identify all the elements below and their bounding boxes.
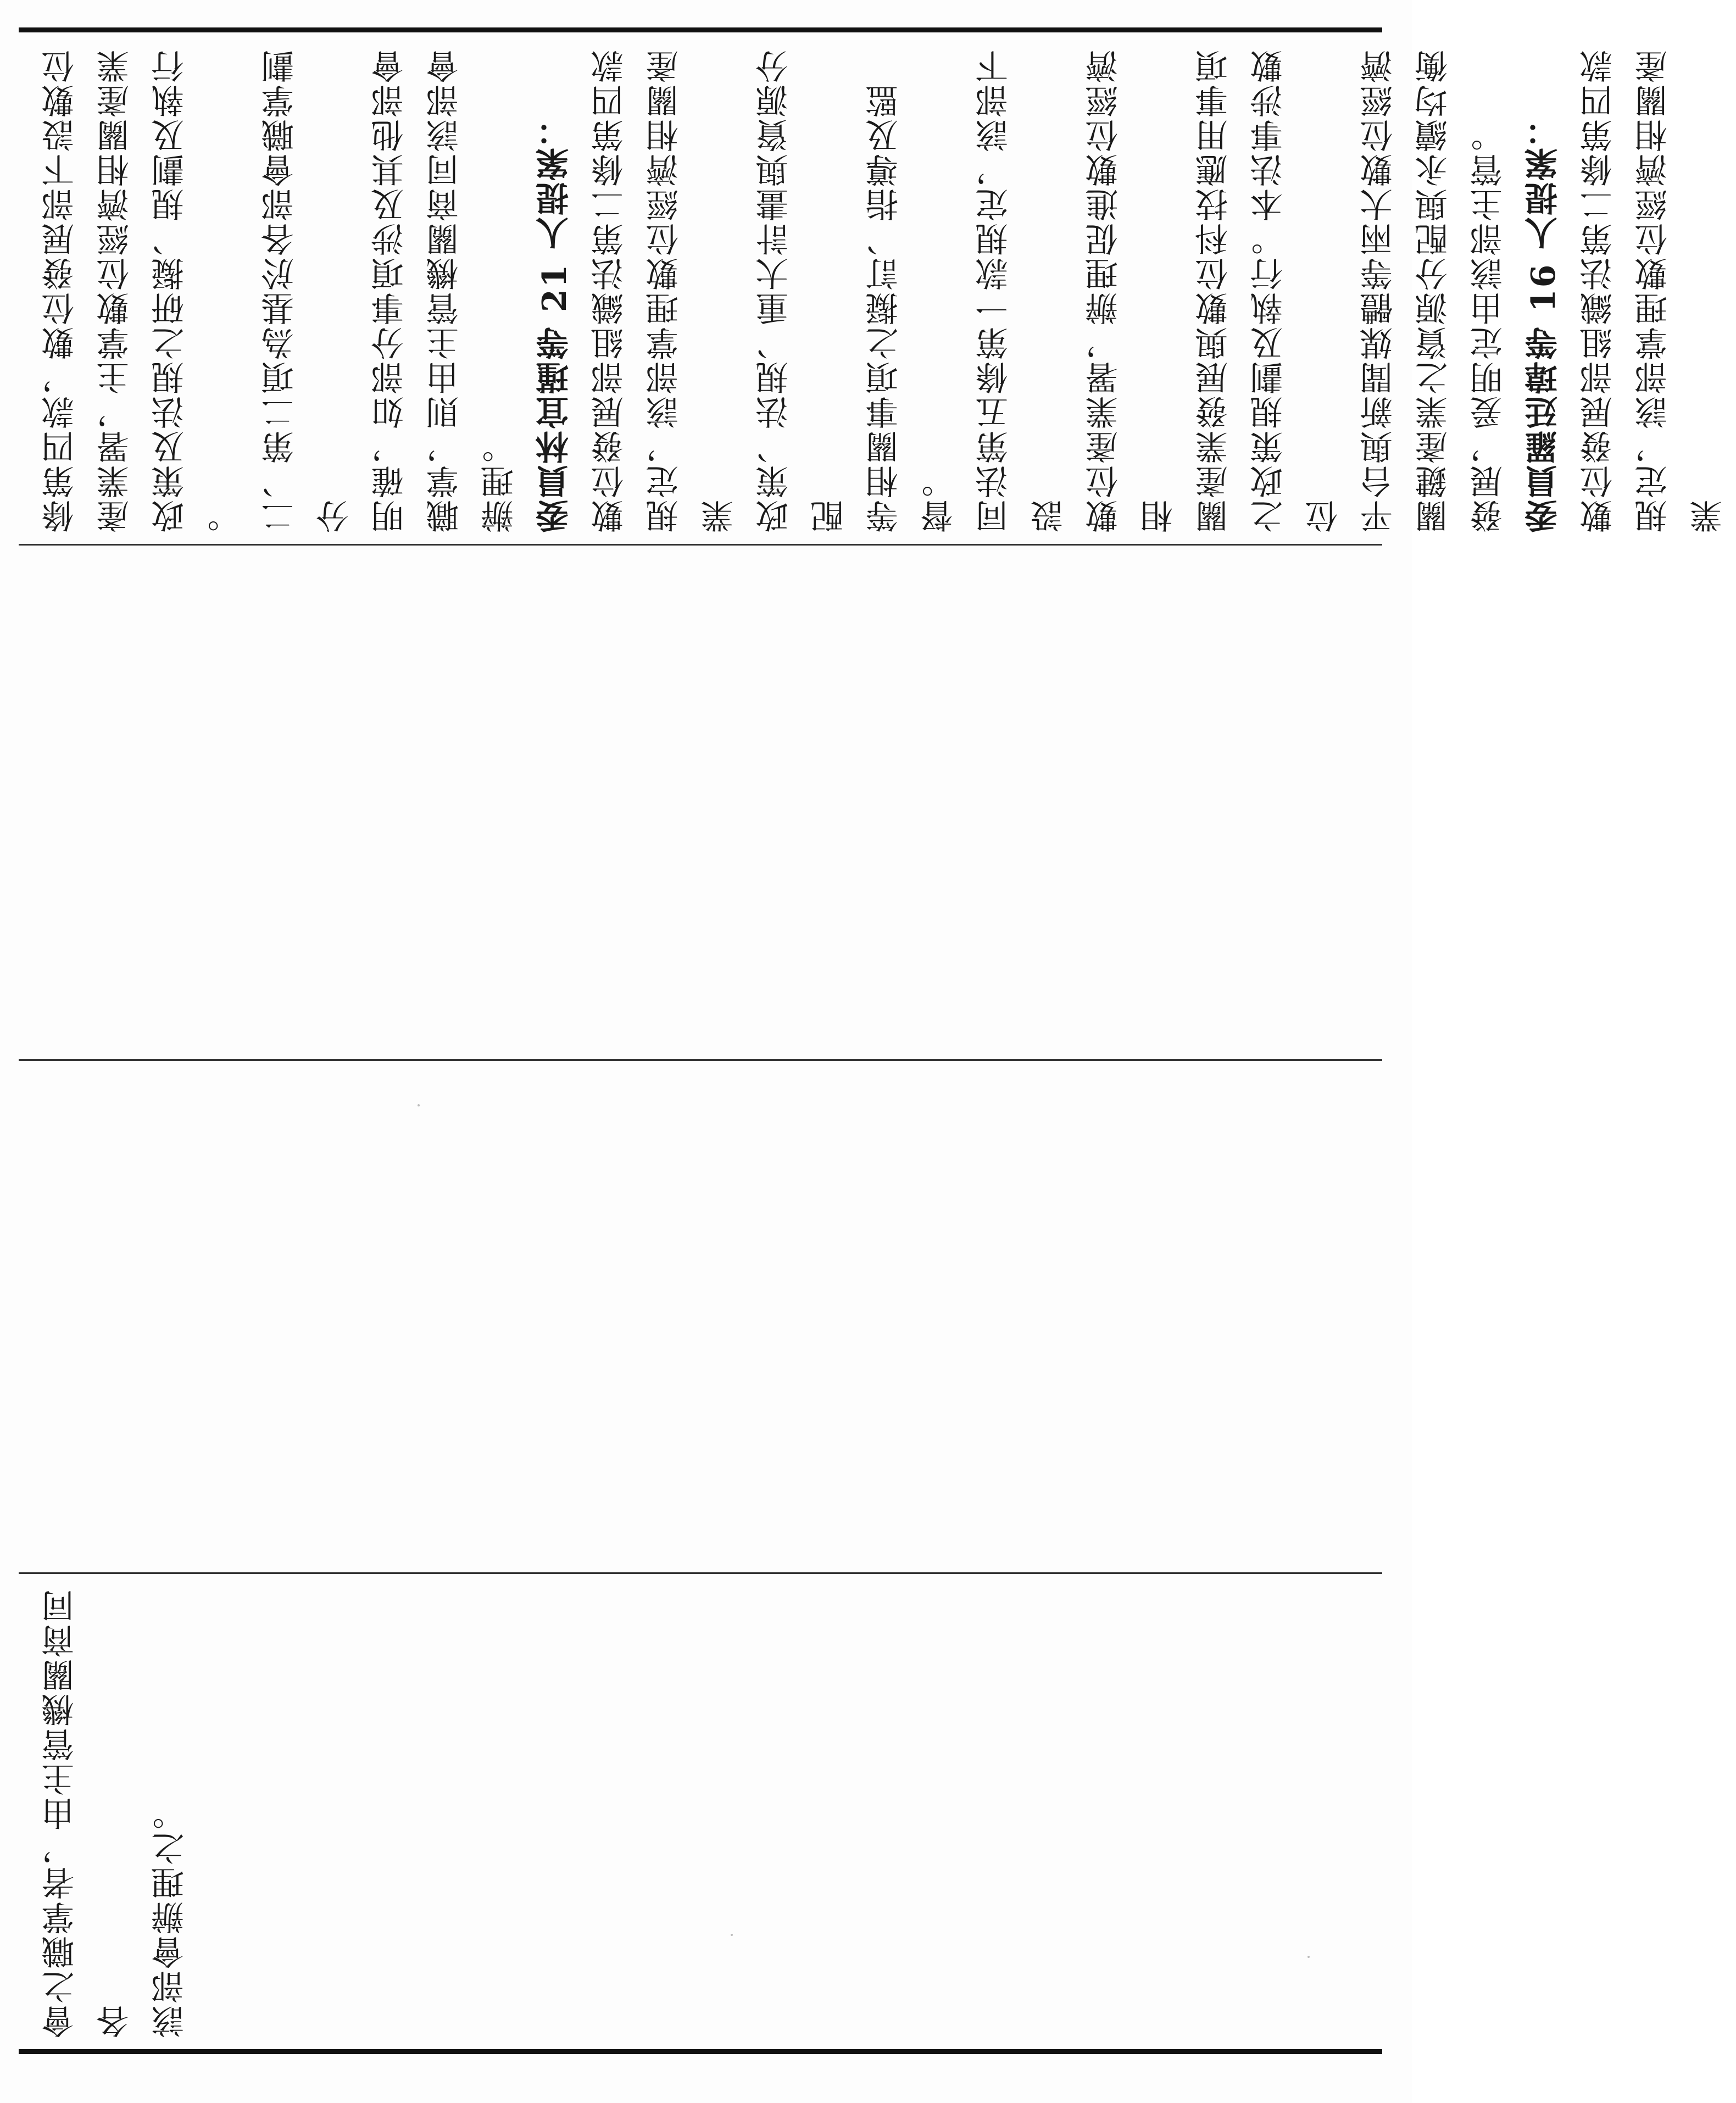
scan-speck — [1307, 1956, 1310, 1958]
text-line: 發展，爰明定由該部主管。 — [1470, 118, 1508, 533]
row-divider-1 — [19, 544, 1382, 546]
text-line: 委員林宜瑾等 21 人提案： — [536, 111, 574, 533]
text-line: 規定，該部掌理數位經濟相關產業 — [646, 48, 739, 533]
table-cell-article-text — [33, 1582, 253, 2038]
text-line: 。 — [206, 498, 244, 533]
scan-speck — [418, 1104, 420, 1106]
text-line: 二、第二項為基於各部會職掌劃分 — [261, 48, 354, 533]
text-line: 等相關事項之擬訂、指導及監督。 — [865, 83, 959, 533]
text-line: 該部會辦理之。 — [151, 1796, 190, 2038]
scan-speck — [731, 1934, 733, 1936]
row-divider-2 — [19, 1059, 1382, 1061]
table-cell-explanation — [33, 38, 1728, 533]
text-line: 政策及法規之研擬、規劃及執行 — [151, 48, 190, 533]
text-line: 條第四款，數位發展部下設數位 — [41, 48, 80, 533]
text-line: 政策、法規、重大計畫與資源分配 — [755, 48, 849, 533]
text-line: 會之職掌者，由主管機關商同各 — [41, 1588, 135, 2038]
text-line: 關鍵產業之資源分配與永續均衡 — [1415, 48, 1453, 533]
text-line: 明確，如部分事項涉及其他部會 — [371, 48, 409, 533]
text-line: 之政策規劃及執行。本法事涉數位 — [1250, 48, 1343, 533]
text-line: 辦理。 — [481, 429, 519, 533]
text-line: 數位發展部組織法第二條第四款 — [1579, 48, 1618, 533]
text-line: 數位發展部組織法第二條第四款 — [591, 48, 629, 533]
text-line: 關產業發展與數位科技應用事項 — [1195, 48, 1233, 533]
text-line: 數位產業署，辦理促進數位經濟相 — [1085, 48, 1178, 533]
table-top-rule — [19, 27, 1382, 32]
text-line: 職掌，則由主管機關商同該部會 — [426, 48, 464, 533]
table-bottom-rule — [19, 2049, 1382, 2054]
text-line: 規定，該部掌理數位經濟相關產業 — [1634, 48, 1728, 533]
row-divider-3 — [19, 1572, 1382, 1574]
text-line: 產業署，主掌數位經濟相關產業 — [96, 48, 135, 533]
text-line: 委員羅廷瑋等 16 人提案： — [1524, 111, 1563, 533]
text-line: 同法第五條第一款規定，該部下設 — [975, 48, 1069, 533]
text-line: 平台與新聞媒體等兩大數位經濟 — [1360, 48, 1398, 533]
